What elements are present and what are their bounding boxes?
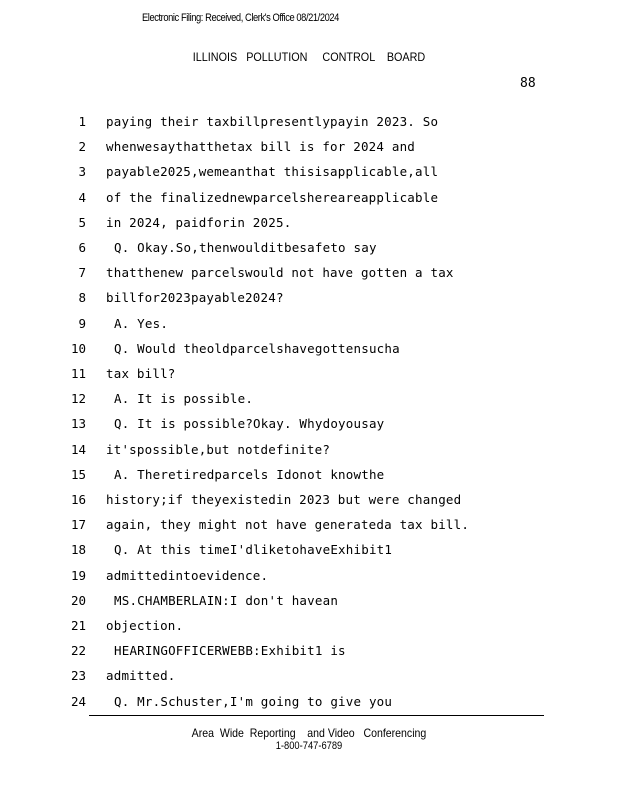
footer-divider (89, 715, 544, 716)
line-text: A. It is possible. (114, 391, 254, 407)
line-number: 7 (78, 265, 86, 281)
line-number: 11 (70, 366, 86, 381)
line-number: 18 (70, 542, 86, 558)
line-number: 22 (70, 643, 86, 659)
transcript-line (0, 190, 560, 210)
transcript-line (0, 568, 560, 588)
line-number: 24 (70, 693, 86, 709)
line-text: in 2024, paidforin 2025. (106, 214, 292, 230)
transcript-line (0, 290, 560, 310)
transcript-line (0, 542, 560, 562)
transcript-line (0, 643, 560, 663)
line-number: 15 (70, 466, 86, 482)
line-number: 20 (70, 592, 86, 608)
line-text: payable2025,wemeanthat thisisapplicable,all (106, 164, 439, 180)
line-text: objection. (106, 618, 184, 633)
transcript-line (0, 593, 560, 613)
transcript-line (0, 316, 560, 336)
line-number: 4 (78, 189, 86, 205)
line-text: MS.CHAMBERLAIN:I don't havean (114, 592, 339, 608)
line-text: Q. At this timeI'dliketohaveExhibit1 (114, 542, 393, 558)
transcript-line (0, 517, 560, 537)
line-text: admitted. (106, 668, 176, 684)
page-number: 88 (520, 76, 536, 91)
electronic-filing-stamp: Electronic Filing: Received, Clerk's Office 08/21/2024 (142, 12, 339, 24)
line-text: paying their taxbillpresentlypayin 2023. So (106, 114, 439, 129)
line-number: 21 (70, 618, 86, 633)
line-text: HEARINGOFFICERWEBB:Exhibit1 is (114, 643, 346, 659)
line-text: of the finalizednewparcelshereareapplicable (106, 189, 439, 205)
line-text: tax bill? (106, 366, 176, 381)
line-text: Q. Would theoldparcelshavegottensucha (114, 340, 400, 356)
line-number: 23 (70, 668, 86, 684)
line-text: Q. Okay.So,thenwoulditbesafeto say (114, 240, 377, 255)
transcript-line (0, 492, 560, 512)
line-number: 19 (70, 567, 86, 583)
transcript-line (0, 668, 560, 688)
line-text: history;if theyexistedin 2023 but were changed (106, 492, 462, 507)
transcript-line (0, 341, 560, 361)
line-text: Q. It is possible?Okay. Whydoyousay (114, 416, 385, 432)
line-number: 3 (78, 164, 86, 180)
line-number: 9 (78, 315, 86, 331)
transcript-line (0, 391, 560, 411)
line-text: A. Theretiredparcels Idonot knowthe (114, 466, 385, 482)
line-text: billfor2023payable2024? (106, 290, 284, 306)
line-text: whenwesaythatthetax bill is for 2024 and (106, 139, 416, 155)
transcript-line (0, 467, 560, 487)
transcript-line (0, 215, 560, 235)
line-text: A. Yes. (114, 315, 169, 331)
board-title: ILLINOIS POLLUTION CONTROL BOARD (192, 50, 426, 64)
line-text: Q. Mr.Schuster,I'm going to give you (114, 693, 393, 709)
transcript-line (0, 442, 560, 462)
footer-company: Area Wide Reporting and Video Conferencing (191, 726, 427, 740)
line-number: 14 (70, 441, 86, 457)
footer-phone: 1-800-747-6789 (275, 740, 343, 752)
line-number: 2 (78, 139, 86, 155)
transcript-line (0, 416, 560, 436)
transcript-line (0, 694, 560, 714)
line-number: 6 (78, 240, 86, 255)
transcript-line (0, 240, 560, 260)
line-number: 8 (78, 290, 86, 306)
line-number: 13 (70, 416, 86, 432)
transcript-line (0, 618, 560, 638)
transcript-line (0, 114, 560, 134)
line-number: 16 (70, 492, 86, 507)
line-text: again, they might not have generateda tax bill. (106, 517, 470, 533)
line-number: 5 (78, 214, 86, 230)
transcript-line (0, 164, 560, 184)
line-number: 1 (78, 114, 86, 129)
line-number: 17 (70, 517, 86, 533)
line-text: it'spossible,but notdefinite? (106, 441, 331, 457)
transcript-line (0, 265, 560, 285)
line-text: thatthenew parcelswould not have gotten a tax (106, 265, 454, 281)
line-number: 12 (70, 391, 86, 407)
transcript-line (0, 139, 560, 159)
line-number: 10 (70, 340, 86, 356)
transcript-line (0, 366, 560, 386)
line-text: admittedintoevidence. (106, 567, 269, 583)
